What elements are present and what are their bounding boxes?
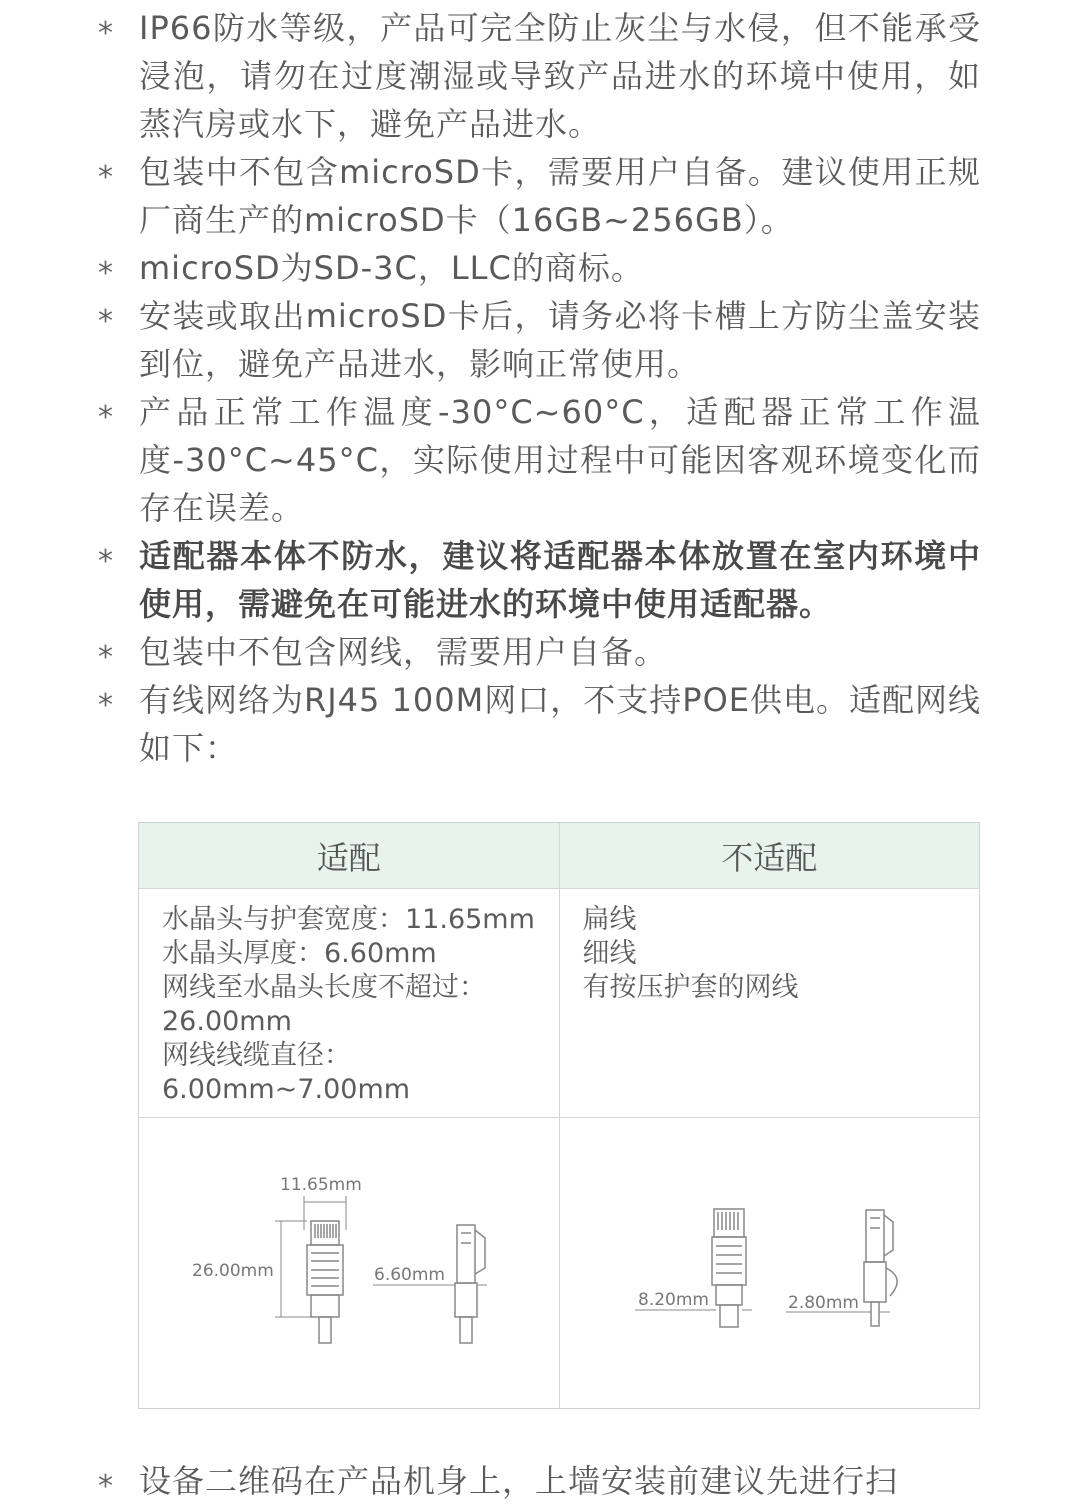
note-item <box>0 4 981 148</box>
fit-line: 6.00mm~7.00mm <box>162 1074 411 1105</box>
bullet-star: * <box>98 304 113 339</box>
dim-label-flat-width: 8.20mm <box>637 1290 709 1310</box>
bullet-star: * <box>98 256 113 291</box>
fit-line: 水晶头厚度：6.60mm <box>162 938 437 969</box>
note-text: 包装中不包含网线，需要用户自备。 <box>139 633 668 671</box>
note-item <box>0 148 981 244</box>
dim-label-thickness: 6.60mm <box>374 1265 445 1285</box>
fit-connector-diagram <box>139 1118 559 1408</box>
bullet-star: * <box>98 1469 113 1504</box>
bullet-star: * <box>98 400 113 435</box>
bullet-star: * <box>98 160 113 195</box>
header-unfit: 不适配 <box>559 823 980 888</box>
dim-label-length: 26.00mm <box>192 1261 274 1281</box>
note-item <box>0 676 981 772</box>
cable-spec-table <box>138 822 980 1409</box>
connector-front-icon <box>307 1221 343 1343</box>
fit-spec-cell <box>139 889 559 1117</box>
table-text-row <box>139 889 979 1118</box>
flat-cable-connector-icon <box>712 1209 746 1327</box>
bullet-star: * <box>98 688 113 723</box>
thin-cable-connector-icon <box>864 1210 897 1326</box>
note-item <box>0 292 981 388</box>
unfit-diagram-cell <box>559 1118 980 1408</box>
note-text: 包装中不包含microSD卡，需要用户自备。建议使用正规厂商生产的microSD卡（16GB~256GB）。 <box>139 153 981 239</box>
dim-label-thin-thickness: 2.80mm <box>787 1293 859 1313</box>
note-item-warning <box>0 532 981 628</box>
note-item <box>0 244 981 292</box>
note-text: 适配器本体不防水，建议将适配器本体放置在室内环境中使用，需避免在可能进水的环境中使用适配器。 <box>139 537 981 623</box>
table-header-row <box>139 823 979 889</box>
fit-line: 网线至水晶头长度不超过： <box>162 972 486 1003</box>
fit-line: 网线线缆直径： <box>162 1040 351 1071</box>
note-item <box>0 1457 981 1505</box>
unfit-line: 扁线 <box>582 904 637 935</box>
fit-line: 26.00mm <box>162 1006 292 1037</box>
connector-side-icon <box>455 1225 485 1343</box>
qr-note <box>0 1457 1080 1505</box>
note-text: 设备二维码在产品机身上，上墙安装前建议先进行扫 <box>139 1462 899 1500</box>
note-text: 有线网络为RJ45 100M网口，不支持POE供电。适配网线如下： <box>139 681 981 767</box>
bullet-star: * <box>98 16 113 51</box>
notes-list <box>0 4 1080 772</box>
note-text: IP66防水等级，产品可完全防止灰尘与水侵，但不能承受浸泡，请勿在过度潮湿或导致产品进水的环境中使用，如蒸汽房或水下，避免产品进水。 <box>139 9 981 143</box>
note-text: 产品正常工作温度-30°C~60°C，适配器正常工作温度-30°C~45°C，实际使用过程中可能因客观环境变化而存在误差。 <box>139 393 981 527</box>
note-item <box>0 388 981 532</box>
unfit-spec-cell <box>559 889 980 1117</box>
bullet-star: * <box>98 640 113 675</box>
note-text: microSD为SD-3C，LLC的商标。 <box>139 249 644 287</box>
dim-label-width: 11.65mm <box>280 1175 362 1195</box>
unfit-connector-diagram <box>560 1118 980 1408</box>
note-item <box>0 628 981 676</box>
unfit-line: 细线 <box>582 938 637 969</box>
fit-diagram-cell <box>139 1118 559 1408</box>
note-text: 安装或取出microSD卡后，请务必将卡槽上方防尘盖安装到位，避免产品进水，影响正常使用。 <box>139 297 981 383</box>
unfit-line: 有按压护套的网线 <box>582 972 799 1003</box>
header-fit: 适配 <box>316 838 381 877</box>
fit-line: 水晶头与护套宽度：11.65mm <box>162 904 535 935</box>
bullet-star: * <box>98 544 113 579</box>
table-image-row <box>139 1118 979 1408</box>
